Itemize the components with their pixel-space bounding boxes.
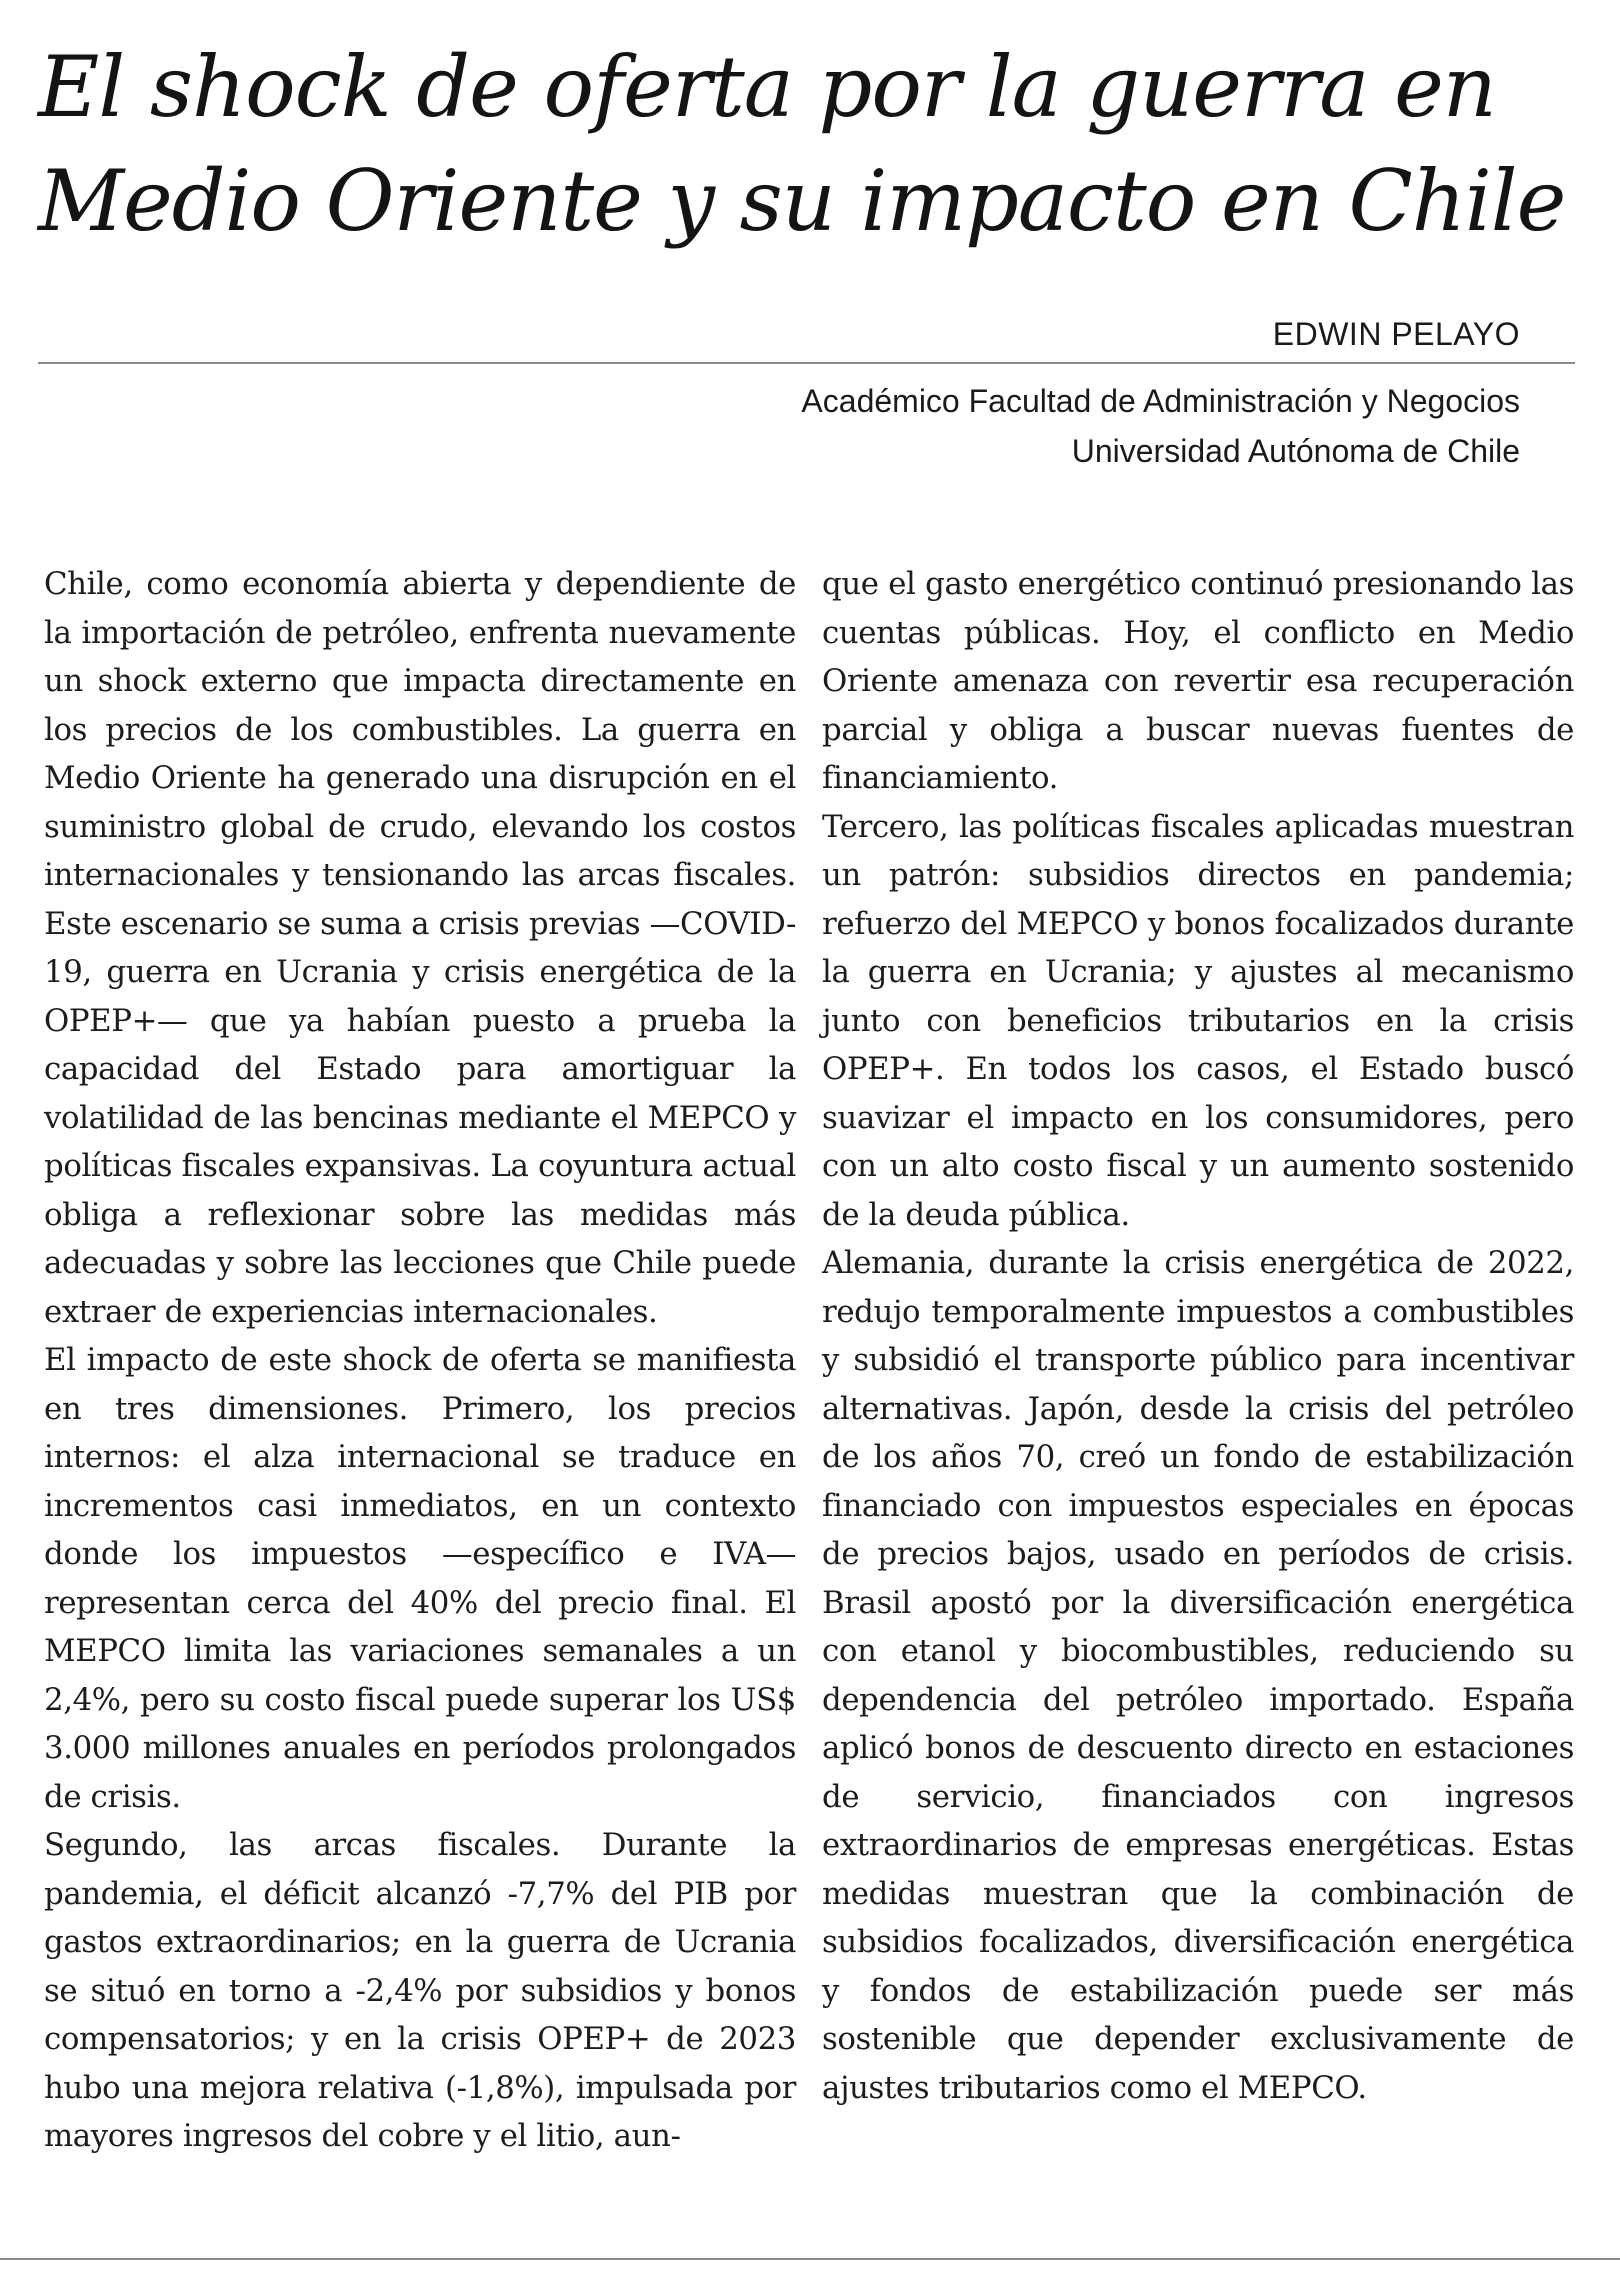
body-paragraph: El impacto de este shock de oferta se manifiesta en tres dimensiones. Primero, los precios internos: el alza internacional se traduce en incrementos casi inmediatos, en un contexto donde los impuestos —específico e IVA— representan cerca del 40% del precio final. El MEPCO limita las variaciones semanales a un 2,4%, pero su costo fiscal puede superar los US$ 3.000 millones anuales en períodos prolongados de crisis. bbox=[44, 1342, 796, 1815]
body-paragraph: que el gasto energético continuó presionando las cuentas públicas. Hoy, el conflicto en Medio Oriente amenaza con revertir esa recuperación parcial y obliga a buscar nuevas fuentes de financiamiento. bbox=[822, 566, 1574, 796]
page-bottom-divider bbox=[0, 2258, 1620, 2260]
author-affiliation bbox=[801, 376, 1520, 476]
article-headline bbox=[38, 30, 1598, 258]
body-column-left bbox=[44, 560, 796, 2161]
headline-line-1: El shock de oferta por la guerra en bbox=[38, 38, 1496, 136]
article-body bbox=[44, 560, 1574, 2161]
author-name: EDWIN PELAYO bbox=[1272, 316, 1520, 352]
affiliation-line-1: Académico Facultad de Administración y Negocios bbox=[801, 383, 1520, 419]
headline-line-2: Medio Oriente y su impacto en Chile bbox=[38, 152, 1566, 250]
body-paragraph: Tercero, las políticas fiscales aplicadas muestran un patrón: subsidios directos en pandemia; refuerzo del MEPCO y bonos focalizados durante la guerra en Ucrania; y ajustes al mecanismo junto con beneficios tributarios en la crisis OPEP+. En todos los casos, el Estado buscó suavizar el impacto en los consumidores, pero con un alto costo fiscal y un aumento sostenido de la deuda pública. bbox=[822, 808, 1574, 1233]
body-column-right bbox=[822, 560, 1574, 2161]
body-paragraph: Segundo, las arcas fiscales. Durante la pandemia, el déficit alcanzó -7,7% del PIB por gastos extraordinarios; en la guerra de Ucrania se situó en torno a -2,4% por subsidios y bonos compensatorios; y en la crisis OPEP+ de 2023 hubo una mejora relativa (-1,8%), impulsada por mayores ingresos del cobre y el litio, aun- bbox=[44, 1827, 796, 2154]
affiliation-line-2: Universidad Autónoma de Chile bbox=[1071, 433, 1520, 469]
byline-divider bbox=[38, 362, 1575, 364]
body-paragraph: Alemania, durante la crisis energética de 2022, redujo temporalmente impuestos a combustibles y subsidió el transporte público para incentivar alternativas. Japón, desde la crisis del petróleo de los años 70, creó un fondo de estabilización financiado con impuestos especiales en épocas de precios bajos, usado en períodos de crisis. Brasil apostó por la diversificación energética con etanol y biocombustibles, reduciendo su dependencia del petróleo importado. España aplicó bonos de descuento directo en estaciones de servicio, financiados con ingresos extraordinarios de empresas energéticas. Estas medidas muestran que la combinación de subsidios focalizados, diversificación energética y fondos de estabilización puede ser más sostenible que depender exclusivamente de ajustes tributarios como el MEPCO. bbox=[822, 1245, 1574, 2106]
body-paragraph: Chile, como economía abierta y dependiente de la importación de petróleo, enfrenta nuevamente un shock externo que impacta directamente en los precios de los combustibles. La guerra en Medio Oriente ha generado una disrupción en el suministro global de crudo, elevando los costos internacionales y tensionando las arcas fiscales. Este escenario se suma a crisis previas —COVID-19, guerra en Ucrania y crisis energética de la OPEP+— que ya habían puesto a prueba la capacidad del Estado para amortiguar la volatilidad de las bencinas mediante el MEPCO y políticas fiscales expansivas. La coyuntura actual obliga a reflexionar sobre las medidas más adecuadas y sobre las lecciones que Chile puede extraer de experiencias internacionales. bbox=[44, 566, 796, 1330]
